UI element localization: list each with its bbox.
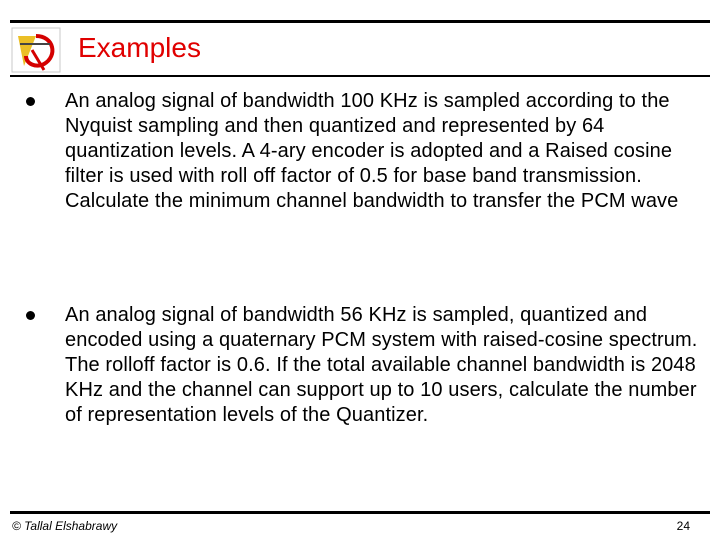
example-2-text: An analog signal of bandwidth 56 KHz is sampled, quantized and encoded using a quaternary PCM system with raised-cosine spectrum. The rolloff factor is 0.6. If the total available channel bandwidth is 2048 KHz and the channel can support up to 10 users, calculate the number of representation levels of the Quantizer. bbox=[65, 304, 698, 426]
slide-title: Examples bbox=[78, 32, 201, 63]
header-top-rule bbox=[10, 20, 710, 23]
bullet-icon bbox=[26, 311, 35, 320]
page-number: 24 bbox=[676, 519, 690, 533]
example-1-text: An analog signal of bandwidth 100 KHz is sampled according to the Nyquist sampling and then quantized and represented by 64 quantization levels. A 4-ary encoder is adopted and a Raised cosine filter is used with roll off factor of 0.5 for base band transmission. Calculate the minimum channel bandwidth to transfer the PCM wave bbox=[65, 90, 679, 212]
university-logo-icon bbox=[10, 26, 62, 74]
bullet-icon bbox=[26, 97, 35, 106]
footer-author: © Tallal Elshabrawy bbox=[12, 519, 118, 533]
title-underline-rule bbox=[10, 75, 710, 77]
footer-rule bbox=[10, 511, 710, 514]
